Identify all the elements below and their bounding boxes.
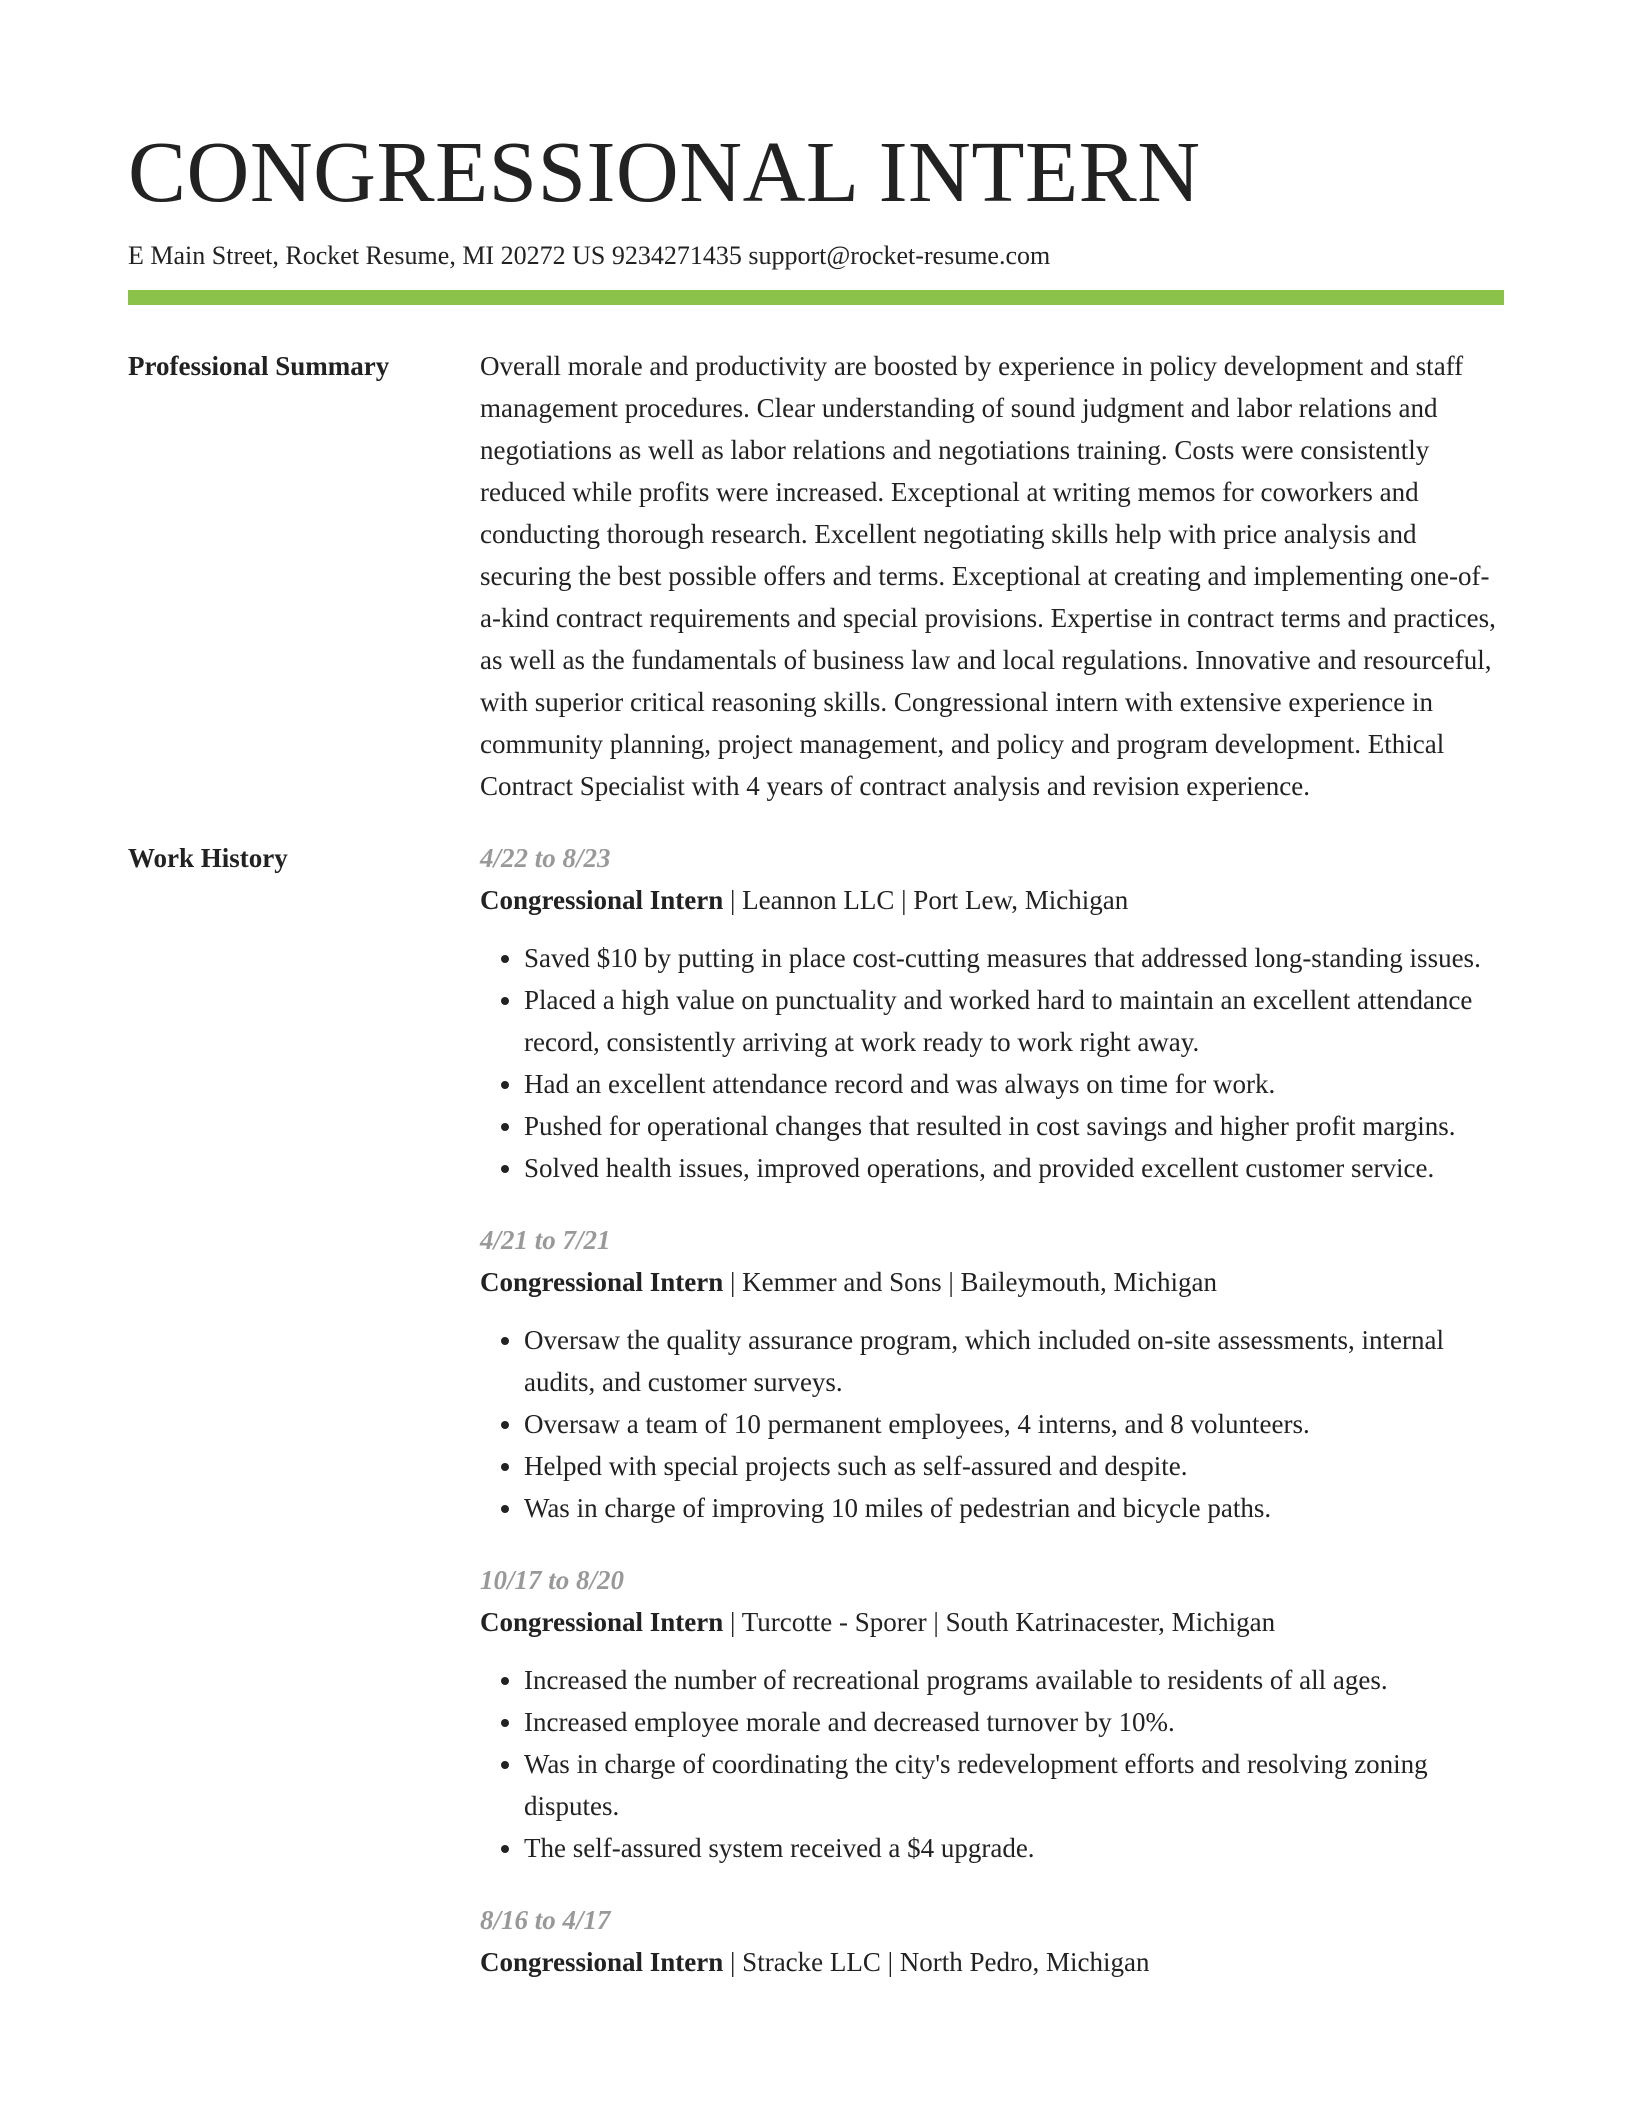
work-history-label: Work History bbox=[128, 843, 288, 873]
job-bullet: • Saved $10 by putting in place cost-cutting measures that addressed long-standing issues. bbox=[524, 937, 1504, 979]
job-date: 4/21 to 7/21 bbox=[480, 1225, 611, 1255]
job-bullet: • Was in charge of improving 10 miles of pedestrian and bicycle paths. bbox=[524, 1487, 1504, 1529]
work-history-section bbox=[128, 837, 1504, 2013]
job-bullet-list bbox=[480, 1659, 1504, 1869]
job-bullet-list bbox=[480, 937, 1504, 1189]
header-divider bbox=[128, 290, 1504, 305]
job-company-location: | Turcotte - Sporer | South Katrinacester, Michigan bbox=[723, 1607, 1276, 1637]
job-bullet-list bbox=[480, 1319, 1504, 1529]
job-entry bbox=[480, 837, 1504, 1189]
job-company-location: | Leannon LLC | Port Lew, Michigan bbox=[723, 885, 1129, 915]
job-bullet: • Was in charge of coordinating the city's redevelopment efforts and resolving zoning disputes. bbox=[524, 1743, 1504, 1827]
job-company-location: | Kemmer and Sons | Baileymouth, Michigan bbox=[723, 1267, 1218, 1297]
job-bullet: • Oversaw the quality assurance program, which included on-site assessments, internal audits, and customer surveys. bbox=[524, 1319, 1504, 1403]
job-bullet: • Pushed for operational changes that resulted in cost savings and higher profit margins. bbox=[524, 1105, 1504, 1147]
job-date: 8/16 to 4/17 bbox=[480, 1905, 611, 1935]
job-title-line bbox=[480, 879, 1504, 921]
job-title: Congressional Intern bbox=[480, 1607, 724, 1637]
job-title: Congressional Intern bbox=[480, 1267, 724, 1297]
job-bullet: • Oversaw a team of 10 permanent employees, 4 interns, and 8 volunteers. bbox=[524, 1403, 1504, 1445]
resume-name: CONGRESSIONAL INTERN bbox=[128, 123, 1201, 220]
job-title: Congressional Intern bbox=[480, 885, 724, 915]
job-entry bbox=[480, 1899, 1504, 1983]
job-title: Congressional Intern bbox=[480, 1947, 724, 1977]
job-title-line bbox=[480, 1261, 1504, 1303]
job-date: 4/22 to 8/23 bbox=[480, 843, 611, 873]
resume-page bbox=[128, 0, 1504, 2013]
summary-text: Overall morale and productivity are boosted by experience in policy development and staff management procedures. Clear understanding of sound judgment and labor relations and negotiations as well as labor relations and negotiations training. Costs were consistently reduced while profits were increased. Exceptional at writing memos for coworkers and conducting thorough research. Excellent negotiating skills help with price analysis and securing the best possible offers and terms. Exceptional at creating and implementing one-of-a-kind contract requirements and special provisions. Expertise in contract terms and practices, as well as the fundamentals of business law and local regulations. Innovative and resourceful, with superior critical reasoning skills. Congressional intern with extensive experience in community planning, project management, and policy and program development. Ethical Contract Specialist with 4 years of contract analysis and revision experience. bbox=[480, 351, 1496, 801]
job-date: 10/17 to 8/20 bbox=[480, 1565, 625, 1595]
job-bullet: • Placed a high value on punctuality and worked hard to maintain an excellent attendance record, consistently arriving at work ready to work right away. bbox=[524, 979, 1504, 1063]
contact-info: E Main Street, Rocket Resume, MI 20272 US 9234271435 support@rocket-resume.com bbox=[128, 241, 1051, 270]
job-bullet: • Helped with special projects such as self-assured and despite. bbox=[524, 1445, 1504, 1487]
job-title-line bbox=[480, 1941, 1504, 1983]
job-title-line bbox=[480, 1601, 1504, 1643]
job-bullet: • Increased employee morale and decreased turnover by 10%. bbox=[524, 1701, 1504, 1743]
job-list bbox=[480, 837, 1504, 2013]
job-entry bbox=[480, 1559, 1504, 1869]
job-bullet: • Had an excellent attendance record and was always on time for work. bbox=[524, 1063, 1504, 1105]
job-entry bbox=[480, 1219, 1504, 1529]
job-bullet: • Solved health issues, improved operations, and provided excellent customer service. bbox=[524, 1147, 1504, 1189]
job-bullet: • Increased the number of recreational programs available to residents of all ages. bbox=[524, 1659, 1504, 1701]
job-company-location: | Stracke LLC | North Pedro, Michigan bbox=[723, 1947, 1150, 1977]
job-bullet: • The self-assured system received a $4 upgrade. bbox=[524, 1827, 1504, 1869]
summary-section bbox=[128, 345, 1504, 807]
summary-label: Professional Summary bbox=[128, 351, 390, 381]
